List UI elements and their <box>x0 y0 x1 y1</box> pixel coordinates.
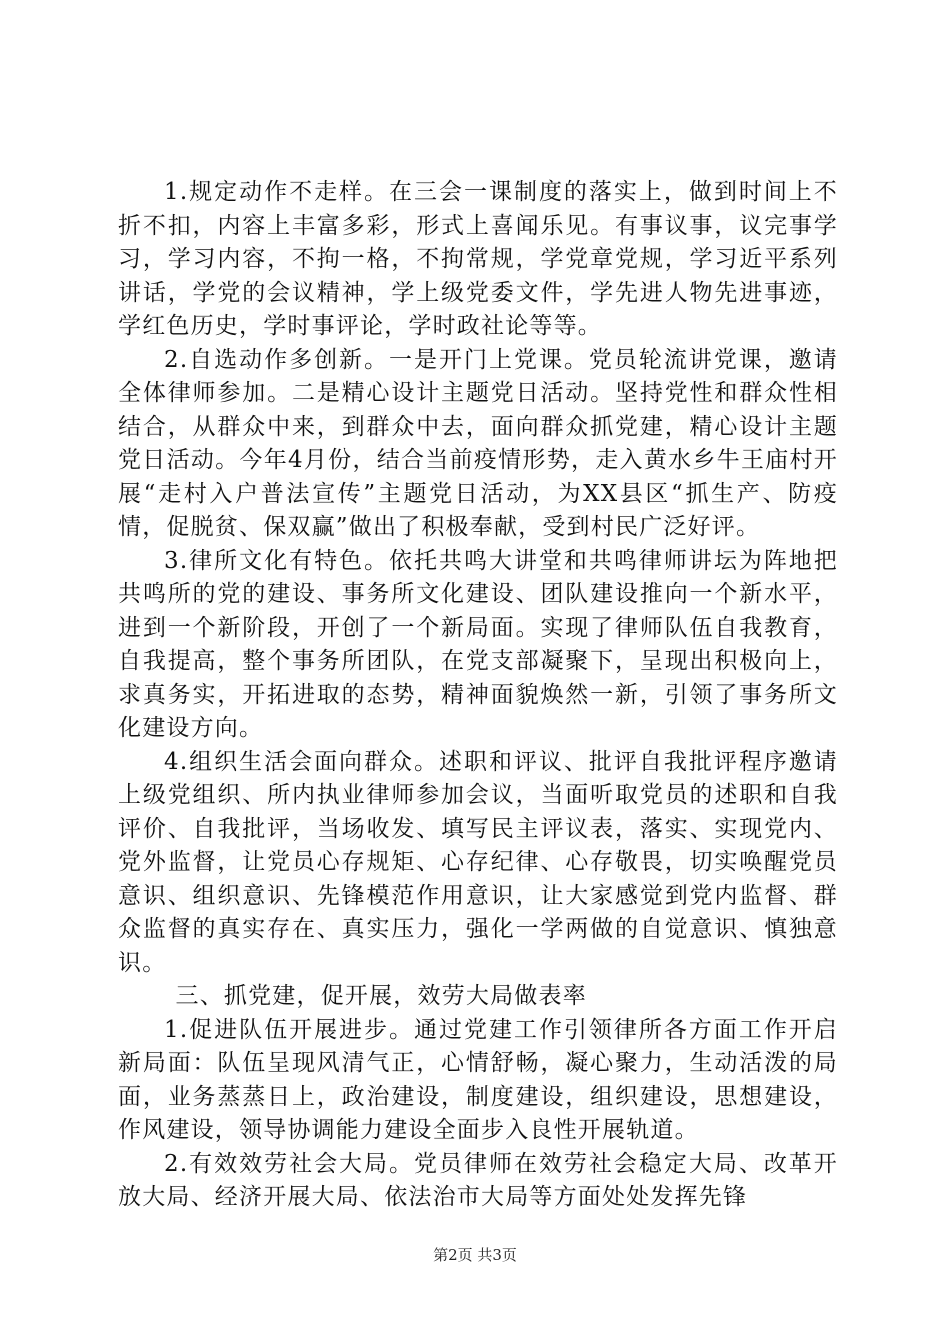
paragraph-team-progress: 1.促进队伍开展进步。通过党建工作引领律所各方面工作开启新局面：队伍呈现风清气正，心情舒畅，凝心聚力，生动活泼的局面，业务蒸蒸日上，政治建设，制度建设，组织建设，思想建设，作风建设，领导协调能力建设全面步入良性开展轨道。 <box>118 1016 838 1143</box>
page-footer <box>0 1244 950 1265</box>
paragraph-serve-society: 2.有效效劳社会大局。党员律师在效劳社会稳定大局、改革开放大局、经济开展大局、依法治市大局等方面处处发挥先锋 <box>118 1150 838 1210</box>
page-number: 第2页 共3页 <box>433 1246 517 1264</box>
paragraph-optional-actions: 2.自选动作多创新。一是开门上党课。党员轮流讲党课，邀请全体律师参加。二是精心设计主题党日活动。坚持党性和群众性相结合，从群众中来，到群众中去，面向群众抓党建，精心设计主题党日活动。今年4月份，结合当前疫情形势，走入黄水乡牛王庙村开展“走村入户普法宣传”主题党日活动，为XX县区“抓生产、防疫情，促脱贫、保双赢”做出了积极奉献，受到村民广泛好评。 <box>118 346 838 540</box>
paragraph-rule-actions: 1.规定动作不走样。在三会一课制度的落实上，做到时间上不折不扣，内容上丰富多彩，形式上喜闻乐见。有事议事，议完事学习，学习内容，不拘一格，不拘常规，学党章党规，学习近平系列讲话，学党的会议精神，学上级党委文件，学先进人物先进事迹，学红色历史，学时事评论，学时政社论等等。 <box>118 179 838 339</box>
section-heading: 三、抓党建，促开展，效劳大局做表率 <box>175 983 587 1009</box>
paragraph-firm-culture: 3.律所文化有特色。依托共鸣大讲堂和共鸣律师讲坛为阵地把共鸣所的党的建设、事务所文化建设、团队建设推向一个新水平，进到一个新阶段，开创了一个新局面。实现了律师队伍自我教育，自我提高，整个事务所团队，在党支部凝聚下，呈现出积极向上，求真务实，开拓进取的态势，精神面貌焕然一新，引领了事务所文化建设方向。 <box>118 547 838 741</box>
paragraph-organization-meeting: 4.组织生活会面向群众。述职和评议、批评自我批评程序邀请上级党组织、所内执业律师参加会议，当面听取党员的述职和自我评价、自我批评，当场收发、填写民主评议表，落实、实现党内、党外监督，让党员心存规矩、心存纪律、心存敬畏，切实唤醒党员意识、组织意识、先锋模范作用意识，让大家感觉到党内监督、群众监督的真实存在、真实压力，强化一学两做的自觉意识、慎独意识。 <box>118 748 838 976</box>
document-body <box>118 176 838 1215</box>
